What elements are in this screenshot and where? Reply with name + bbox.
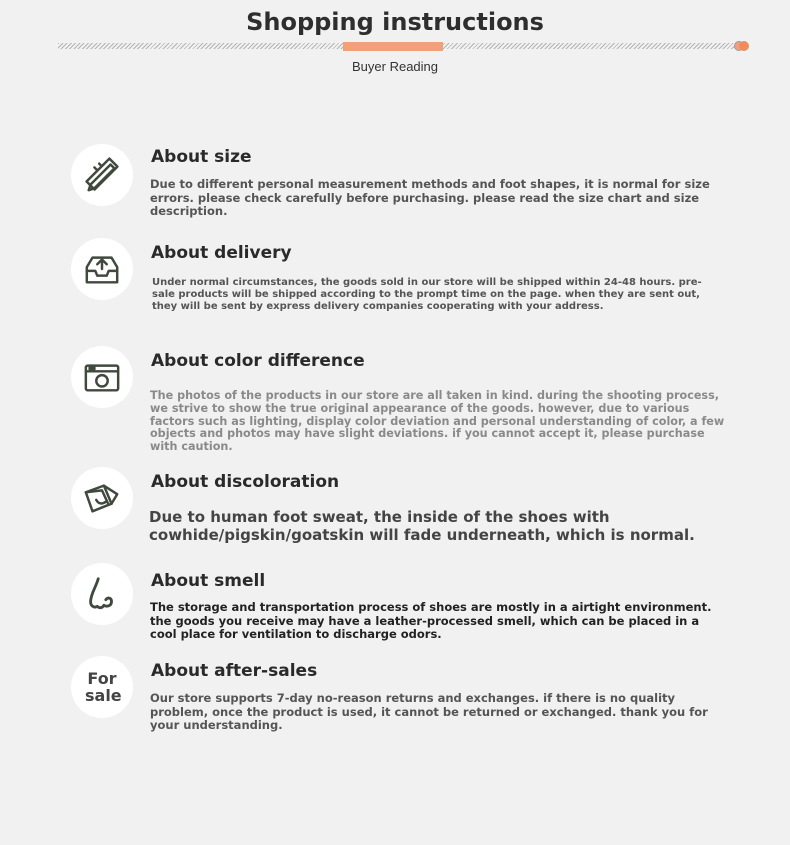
- section-text: The photos of the products in our store are all taken in kind. during the shooting process, we strive to show the true original appearance of the goods. however, due to various factors such as lighting, display color deviation and personal understanding of color, a few objects and photos may have slight deviations. if you cannot accept it, please purchase with caution.: [150, 389, 725, 454]
- divider-accent: [343, 42, 443, 51]
- for-sale-icon: [71, 656, 133, 718]
- section-text: Due to different personal measurement methods and foot shapes, it is normal for size errors. please check carefully before purchasing. please read the size chart and size description.: [150, 177, 710, 218]
- paint-swatch-icon: [71, 467, 133, 529]
- header: [0, 0, 790, 90]
- section-title: About size: [151, 147, 252, 167]
- section-title: About delivery: [151, 243, 292, 263]
- section-text: The storage and transportation process of shoes are mostly in a airtight environment. the goods you receive may have a leather-processed smell, which can be placed in a cool place for ventilation to discharge odors.: [150, 600, 712, 641]
- ruler-pencil-icon: [71, 144, 133, 206]
- divider-dot-accent-icon: [739, 41, 749, 51]
- section-text: Under normal circumstances, the goods sold in our store will be shipped within 24-48 hours. pre-sale products will be shipped according to the prompt time on the page. when they are sent out, they will be sent by express delivery companies cooperating with your address.: [152, 277, 702, 312]
- inbox-delivery-icon: [71, 238, 133, 300]
- page-subtitle: Buyer Reading: [352, 59, 438, 74]
- camera-icon: [71, 346, 133, 408]
- section-title: About after-sales: [151, 661, 318, 681]
- section-text: Our store supports 7-day no-reason returns and exchanges. if there is no quality problem, once the product is used, it cannot be returned or exchanged. thank you for your understanding.: [150, 691, 708, 732]
- section-title: About discoloration: [151, 472, 340, 492]
- nose-icon: [71, 563, 133, 625]
- page-title: Shopping instructions: [246, 8, 544, 36]
- section-title: About color difference: [151, 351, 365, 371]
- for-sale-label: For sale: [85, 669, 122, 705]
- section-title: About smell: [151, 571, 266, 591]
- section-text: Due to human foot sweat, the inside of the shoes with cowhide/pigskin/goatskin will fade underneath, which is normal.: [149, 508, 695, 544]
